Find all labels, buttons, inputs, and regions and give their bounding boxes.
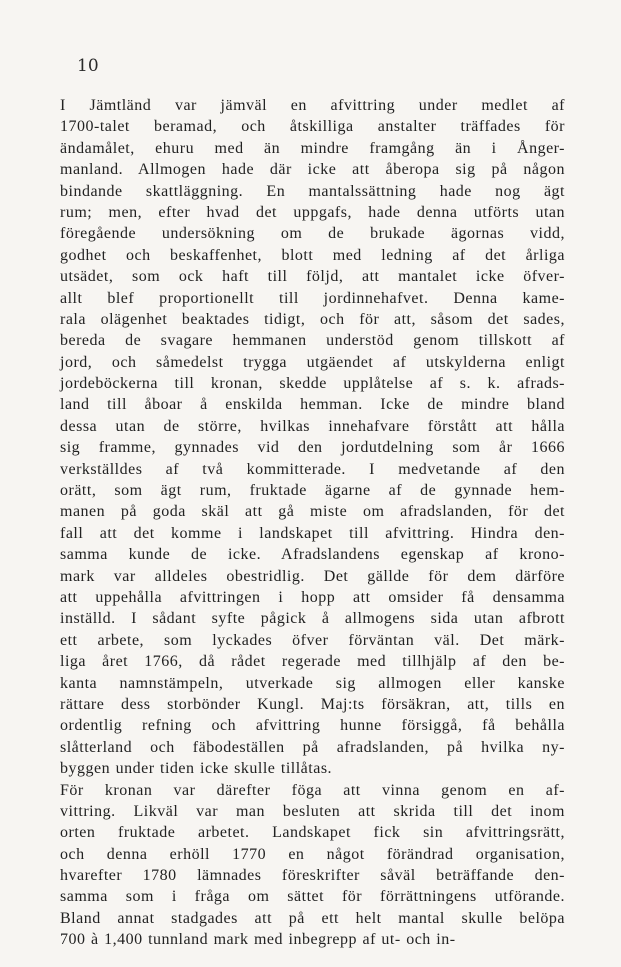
text-line: inställd. I sådant syfte pågick å allmogens sida utan afbrott <box>60 610 565 628</box>
text-line: utsädet, som ock haft till följd, att mantalet icke öfver- <box>60 268 565 286</box>
text-line: 1700-talet beramad, och åtskilliga anstalter träffades för <box>60 118 565 136</box>
text-line: ändamålet, ehuru med än mindre framgång än i Ånger- <box>60 139 565 157</box>
text-line: att uppehålla afvittringen i hopp att omsider få densamma <box>60 588 565 606</box>
text-line: byggen under tiden icke skulle tillåtas. <box>60 760 333 778</box>
text-line: verkställdes af två kommitterade. I medvetande af den <box>60 460 565 478</box>
text-line: liga året 1766, då rådet regerade med tillhjälp af den be- <box>60 653 565 671</box>
text-line: manland. Allmogen hade där icke att åberopa sig på någon <box>60 161 565 179</box>
text-line: jordeböckerna till kronan, skedde upplåtelse af s. k. afrads- <box>60 375 565 393</box>
text-line: jord, och såmedelst trygga utgäendet af utskylderna enligt <box>60 353 565 371</box>
body-text <box>60 95 565 951</box>
text-line: vittring. Likväl var man besluten att skrida till det inom <box>60 802 565 820</box>
text-line: orätt, som ägt rum, fruktade ägarne af de gynnade hem- <box>60 482 565 500</box>
text-line: 700 à 1,400 tunnland mark med inbegrepp af ut- och in- <box>60 931 456 949</box>
text-line: och denna erhöll 1770 en något förändrad organisation, <box>60 845 565 863</box>
text-line: fall att det komme i landskapet till afvittring. Hindra den- <box>60 524 565 542</box>
text-line: bereda de svagare hemmanen understöd genom tillskott af <box>60 332 565 350</box>
text-line: sig framme, gynnades vid den jordutdelning som år 1666 <box>60 439 565 457</box>
text-line: bindande skattläggning. En mantalssättning hade nog ägt <box>60 182 565 200</box>
text-line: godhet och beskaffenhet, blott med ledning af det årliga <box>60 246 565 264</box>
text-line: allt blef proportionellt till jordinnehafvet. Denna kame- <box>60 289 565 307</box>
text-line: manen på goda skäl att gå miste om afradslanden, för det <box>60 503 565 521</box>
text-line: Bland annat stadgades att på ett helt mantal skulle belöpa <box>60 909 565 927</box>
text-line: kanta namnstämpeln, utverkade sig allmogen eller kanske <box>60 674 565 692</box>
text-line: orten fruktade arbetet. Landskapet fick sin afvittringsrätt, <box>60 824 565 842</box>
text-line: samma som i fråga om sättet för förrättningens utförande. <box>60 888 565 906</box>
text-line: dessa utan de större, hvilkas innehafvare förstått att hålla <box>60 417 565 435</box>
text-line: land till åboar å enskilda hemman. Icke de mindre bland <box>60 396 565 414</box>
text-line: ett arbete, som lyckades öfver förväntan väl. Det märk- <box>60 631 565 649</box>
text-line: rättare dess storbönder Kungl. Maj:ts försäkran, att, tills en <box>60 695 565 713</box>
text-line: rum; men, efter hvad det uppgafs, hade denna utförts utan <box>60 203 565 221</box>
text-line: För kronan var därefter föga att vinna genom en af- <box>60 781 565 799</box>
page-number: 10 <box>77 56 99 76</box>
text-line: I Jämtländ var jämväl en afvittring under medlet af <box>60 97 565 114</box>
text-line: rala olägenhet beaktades tidigt, och för att, såsom det sades, <box>60 310 565 328</box>
text-line: föregående undersökning om de brukade ägornas vidd, <box>60 225 565 243</box>
text-line: mark var alldeles obestridlig. Det gällde för dem därföre <box>60 567 565 585</box>
text-line: ordentlig refning och afvittring hunne försiggå, få behålla <box>60 717 565 735</box>
text-line: samma kunde de icke. Afradslandens egenskap af krono- <box>60 546 565 564</box>
text-line: hvarefter 1780 lämnades föreskrifter såväl beträffande den- <box>60 867 565 885</box>
text-line: slåtterland och fäbodeställen på afradslanden, på hvilka ny- <box>60 738 565 756</box>
